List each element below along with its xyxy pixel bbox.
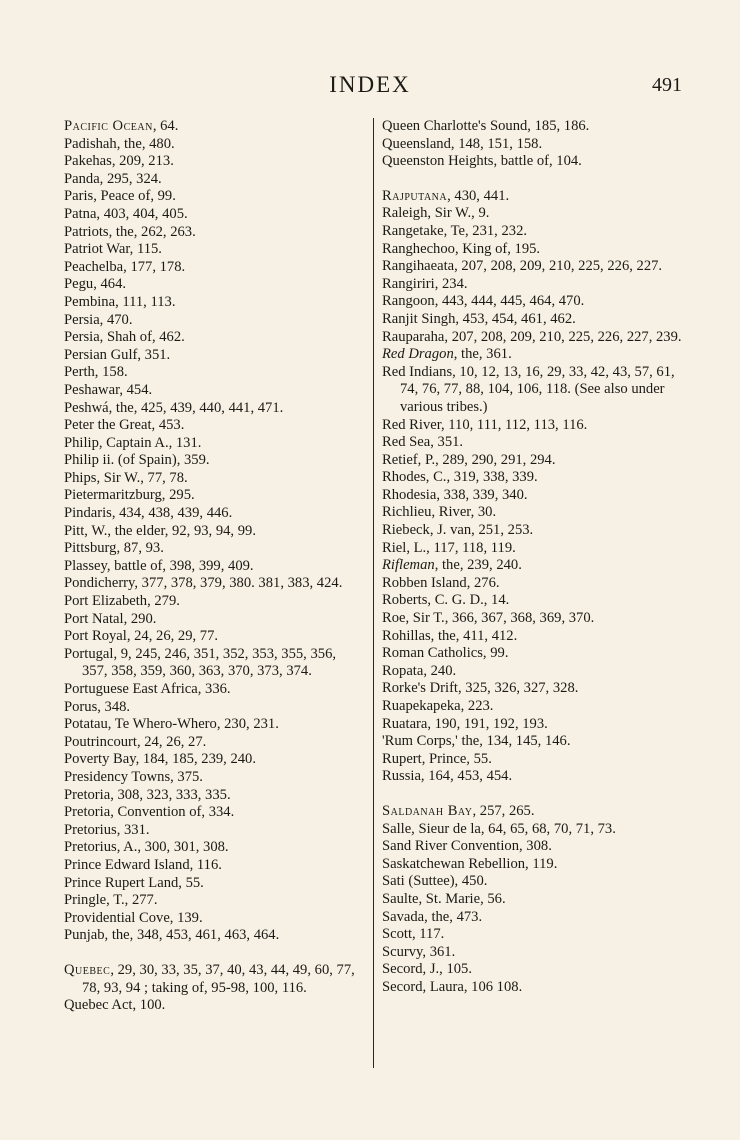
- index-entry: Potatau, Te Whero-Whero, 230, 231.: [64, 716, 279, 733]
- index-entry: Perth, 158.: [64, 364, 128, 381]
- index-entry-heading: Rajputana: [382, 187, 448, 204]
- index-entry: Savada, the, 473.: [382, 908, 483, 925]
- index-entry: Scurvy, 361.: [382, 943, 456, 960]
- index-entry: Ruapekapeka, 223.: [382, 698, 494, 714]
- index-entry: Patriot War, 115.: [64, 241, 162, 258]
- index-entry: 'Rum Corps,' the, 134, 145, 146.: [382, 733, 571, 750]
- index-entry: Peter the Great, 453.: [64, 417, 185, 434]
- index-entry: Persian Gulf, 351.: [64, 346, 171, 363]
- index-entry: Queen Charlotte's Sound, 185, 186.: [382, 118, 590, 134]
- index-entry: Rangoon, 443, 444, 445, 464, 470.: [382, 293, 585, 310]
- index-entry: Pretorius, A., 300, 301, 308.: [64, 839, 229, 856]
- index-entry-refs: , 430, 441.: [447, 187, 510, 204]
- index-entry: Retief, P., 289, 290, 291, 294.: [382, 451, 556, 468]
- index-entry: Rhodes, C., 319, 338, 339.: [382, 469, 538, 486]
- index-entry-heading: Rifleman: [382, 557, 435, 574]
- index-entry: Secord, J., 105.: [382, 961, 472, 978]
- index-entry: Richlieu, River, 30.: [382, 504, 497, 521]
- index-entry: Red Indians, 10, 12, 13, 16, 29, 33, 42, 43, 57, 61, 74, 76, 77, 88, 104, 106, 118. (See also under various tribes.): [382, 363, 675, 415]
- index-entry: Secord, Laura, 106 108.: [382, 978, 523, 995]
- index-entry: [64, 962, 364, 997]
- column-divider: [373, 118, 374, 1068]
- index-entry: Providential Cove, 139.: [64, 909, 203, 926]
- index-entry-refs: , the, 239, 240.: [434, 557, 522, 574]
- index-entry: Poutrincourt, 24, 26, 27.: [64, 733, 207, 750]
- index-entry: Roberts, C. G. D., 14.: [382, 592, 510, 609]
- page-number: 491: [652, 74, 682, 96]
- index-entry: Raleigh, Sir W., 9.: [382, 205, 490, 222]
- index-entry: Scott, 117.: [382, 926, 445, 943]
- index-entry: Persia, 470.: [64, 311, 133, 328]
- index-entry: [382, 346, 686, 364]
- index-entry: Quebec Act, 100.: [64, 997, 166, 1014]
- index-entry: Portugal, 9, 245, 246, 351, 352, 353, 355, 356, 357, 358, 359, 360, 363, 370, 373, 374.: [64, 645, 337, 680]
- index-entry-refs: , 64.: [152, 118, 179, 134]
- index-entry-refs: , the, 361.: [453, 346, 512, 363]
- index-entry: Saskatchewan Rebellion, 119.: [382, 855, 558, 872]
- index-entry: Pringle, T., 277.: [64, 892, 158, 909]
- index-entry: Pindaris, 434, 438, 439, 446.: [64, 505, 233, 522]
- index-entry: Philip ii. (of Spain), 359.: [64, 452, 210, 469]
- index-entry: Pakehas, 209, 213.: [64, 153, 174, 170]
- index-entry: Rangetake, Te, 231, 232.: [382, 222, 528, 239]
- index-entry: Saulte, St. Marie, 56.: [382, 890, 506, 907]
- index-entry: Padishah, the, 480.: [64, 135, 175, 152]
- index-entry: Port Elizabeth, 279.: [64, 593, 180, 610]
- index-entry: Riel, L., 117, 118, 119.: [382, 539, 516, 556]
- index-entry: Pietermaritzburg, 295.: [64, 487, 195, 504]
- index-entry: Ranjit Singh, 453, 454, 461, 462.: [382, 310, 576, 327]
- index-entry: Plassey, battle of, 398, 399, 409.: [64, 557, 254, 574]
- index-entry-heading: Saldanah Bay: [382, 802, 473, 819]
- index-entry: Salle, Sieur de la, 64, 65, 68, 70, 71, 73.: [382, 820, 616, 837]
- index-entry: Pretoria, 308, 323, 333, 335.: [64, 786, 231, 803]
- index-entry: Peshawar, 454.: [64, 381, 153, 398]
- index-entry: Pittsburg, 87, 93.: [64, 540, 164, 557]
- index-entry: Phips, Sir W., 77, 78.: [64, 469, 188, 486]
- index-entry: Rohillas, the, 411, 412.: [382, 627, 518, 644]
- index-entry: Sati (Suttee), 450.: [382, 873, 488, 890]
- index-entry: Patna, 403, 404, 405.: [64, 205, 188, 222]
- index-entry: Roe, Sir T., 366, 367, 368, 369, 370.: [382, 610, 595, 627]
- index-entry: Red Sea, 351.: [382, 434, 464, 451]
- index-entry: Rupert, Prince, 55.: [382, 750, 492, 767]
- index-entry: Red River, 110, 111, 112, 113, 116.: [382, 416, 588, 433]
- index-entry: Pretoria, Convention of, 334.: [64, 804, 235, 821]
- index-entry: Roman Catholics, 99.: [382, 645, 509, 662]
- index-entry: Presidency Towns, 375.: [64, 768, 203, 785]
- section-gap: [64, 945, 364, 962]
- index-entry-refs: , 257, 265.: [472, 802, 535, 819]
- index-entry: Pegu, 464.: [64, 276, 127, 293]
- index-entry: Rauparaha, 207, 208, 209, 210, 225, 226, 227, 239.: [382, 328, 682, 345]
- index-column-right: [382, 118, 686, 997]
- index-entry: Patriots, the, 262, 263.: [64, 223, 196, 240]
- index-entry: Rorke's Drift, 325, 326, 327, 328.: [382, 680, 579, 697]
- index-entry: Russia, 164, 453, 454.: [382, 768, 513, 785]
- index-entry-heading: Quebec: [64, 961, 111, 978]
- index-entry: Riebeck, J. van, 251, 253.: [382, 522, 534, 539]
- section-gap: [382, 171, 686, 188]
- index-entry: Paris, Peace of, 99.: [64, 188, 176, 205]
- index-entry: Prince Edward Island, 116.: [64, 856, 222, 873]
- index-entry: Punjab, the, 348, 453, 461, 463, 464.: [64, 927, 280, 944]
- index-entry-heading: Red Dragon: [382, 346, 454, 363]
- index-entry: Pondicherry, 377, 378, 379, 380. 381, 383, 424.: [64, 575, 343, 592]
- index-entry: Ruatara, 190, 191, 192, 193.: [382, 715, 548, 732]
- index-entry: Pretorius, 331.: [64, 821, 150, 838]
- index-entry: [64, 118, 364, 136]
- index-entry: Robben Island, 276.: [382, 574, 500, 591]
- index-entry: Rangihaeata, 207, 208, 209, 210, 225, 226, 227.: [382, 258, 663, 275]
- index-entry: Ranghechoo, King of, 195.: [382, 240, 541, 257]
- index-entry: Peshwá, the, 425, 439, 440, 441, 471.: [64, 399, 284, 416]
- index-entry: Rhodesia, 338, 339, 340.: [382, 486, 528, 503]
- index-entry: Ropata, 240.: [382, 662, 457, 679]
- index-entry: [382, 188, 686, 206]
- index-entry: Panda, 295, 324.: [64, 170, 162, 187]
- index-column-left: [64, 118, 364, 1015]
- index-entry: Porus, 348.: [64, 698, 131, 715]
- index-entry: Philip, Captain A., 131.: [64, 434, 202, 451]
- index-entry: Queenston Heights, battle of, 104.: [382, 153, 582, 170]
- index-entry-refs: , 29, 30, 33, 35, 37, 40, 43, 44, 49, 60, 77, 78, 93, 94 ; taking of, 95-98, 100, 116.: [82, 961, 355, 996]
- page-title: INDEX: [329, 72, 411, 97]
- index-entry: Prince Rupert Land, 55.: [64, 874, 204, 891]
- index-entry: Persia, Shah of, 462.: [64, 329, 185, 346]
- index-entry: Poverty Bay, 184, 185, 239, 240.: [64, 751, 257, 768]
- index-entry: Sand River Convention, 308.: [382, 838, 552, 855]
- index-entry: Rangiriri, 234.: [382, 275, 468, 292]
- index-entry: Port Royal, 24, 26, 29, 77.: [64, 628, 219, 645]
- index-entry-heading: Pacific Ocean: [64, 118, 153, 134]
- section-gap: [382, 786, 686, 803]
- index-entry: Port Natal, 290.: [64, 610, 157, 627]
- index-entry: Peachelba, 177, 178.: [64, 258, 186, 275]
- index-entry: Portuguese East Africa, 336.: [64, 681, 231, 697]
- index-entry: Pembina, 111, 113.: [64, 293, 176, 310]
- index-entry: [382, 803, 686, 821]
- index-entry: [382, 557, 686, 575]
- index-entry: Pitt, W., the elder, 92, 93, 94, 99.: [64, 522, 256, 539]
- index-entry: Queensland, 148, 151, 158.: [382, 135, 543, 152]
